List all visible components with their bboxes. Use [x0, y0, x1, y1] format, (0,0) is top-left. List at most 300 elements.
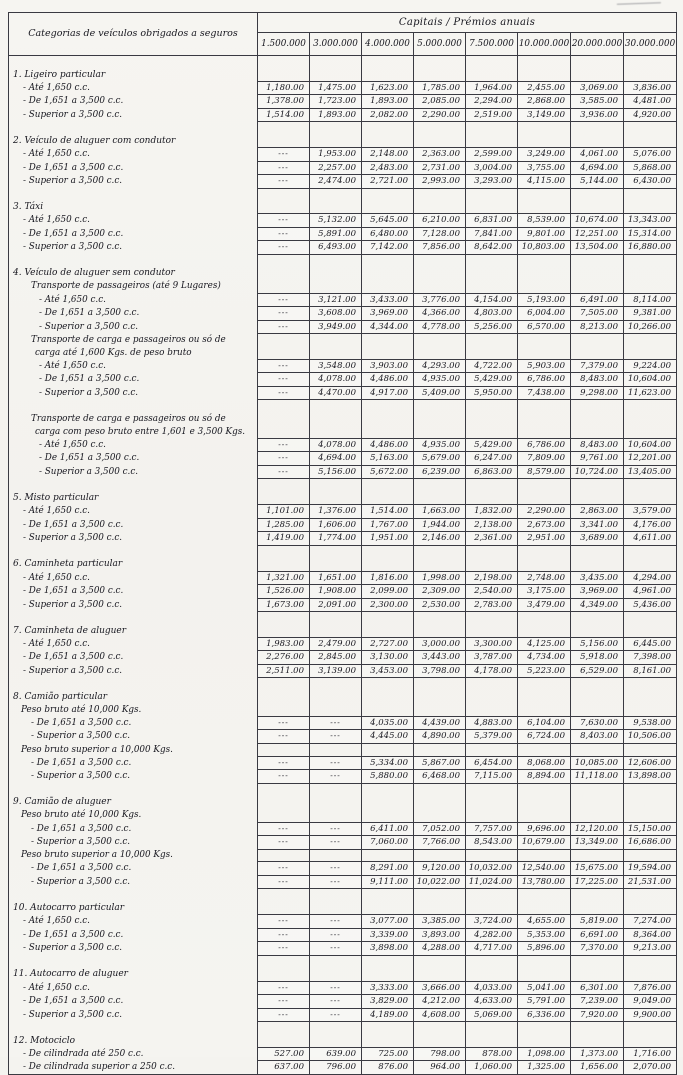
empty-cell — [310, 56, 362, 69]
empty-cell — [518, 955, 571, 968]
value-cell: 5,076.00 — [624, 148, 677, 162]
value-cell: 4,078.00 — [310, 373, 362, 387]
column-group-title: Capitais / Prémios anuais — [258, 13, 677, 33]
empty-cell — [362, 201, 414, 214]
empty-cell — [624, 188, 677, 201]
value-cell: 10,604.00 — [624, 373, 677, 387]
empty-cell — [466, 955, 518, 968]
empty-cell — [258, 889, 310, 902]
table-row — [9, 875, 677, 889]
empty-cell — [258, 691, 310, 704]
section-heading-row — [9, 492, 677, 505]
value-cell: 3,435.00 — [571, 571, 624, 585]
empty-cell — [466, 902, 518, 915]
empty-cell — [362, 492, 414, 505]
category-label: 7. Caminheta de aluguer — [9, 624, 258, 637]
empty-cell — [310, 849, 362, 862]
spacer-label — [9, 955, 258, 968]
value-cell-empty: --- — [258, 836, 310, 850]
empty-cell — [624, 545, 677, 558]
empty-cell — [518, 849, 571, 862]
empty-cell — [571, 545, 624, 558]
subheading-row — [9, 280, 677, 293]
row-label: - De 1,651 a 3,500 c.c. — [9, 227, 258, 241]
value-cell: 3,585.00 — [571, 95, 624, 109]
column-header-capital-2: 3.000.000 — [310, 33, 362, 56]
empty-cell — [466, 783, 518, 796]
empty-cell — [466, 426, 518, 439]
empty-cell — [518, 254, 571, 267]
value-cell: 8,543.00 — [466, 836, 518, 850]
value-cell: 10,724.00 — [571, 465, 624, 479]
empty-cell — [571, 558, 624, 571]
value-cell: 8,579.00 — [518, 465, 571, 479]
value-cell-empty: --- — [258, 1008, 310, 1022]
value-cell: 6,493.00 — [310, 241, 362, 255]
category-label: 4. Veículo de aluguer sem condutor — [9, 267, 258, 280]
value-cell: 4,033.00 — [466, 981, 518, 995]
empty-cell — [310, 558, 362, 571]
empty-cell — [518, 1022, 571, 1035]
empty-cell — [310, 704, 362, 717]
value-cell: 12,201.00 — [624, 452, 677, 466]
column-header-capital-6: 10.000.000 — [518, 33, 571, 56]
table-row — [9, 175, 677, 189]
value-cell: 10,803.00 — [518, 241, 571, 255]
value-cell: 9,900.00 — [624, 1008, 677, 1022]
value-cell: 2,290.00 — [414, 108, 466, 122]
value-cell: 3,969.00 — [362, 307, 414, 321]
table-row — [9, 770, 677, 784]
value-cell-empty: --- — [310, 770, 362, 784]
empty-cell — [624, 280, 677, 293]
value-cell: 10,674.00 — [571, 214, 624, 228]
value-cell: 16,880.00 — [624, 241, 677, 255]
value-cell: 3,443.00 — [414, 651, 466, 665]
empty-cell — [624, 334, 677, 347]
value-cell: 6,863.00 — [466, 465, 518, 479]
empty-cell — [310, 201, 362, 214]
value-cell-empty: --- — [258, 373, 310, 387]
empty-cell — [414, 849, 466, 862]
table-row — [9, 981, 677, 995]
empty-cell — [310, 889, 362, 902]
empty-cell — [310, 426, 362, 439]
empty-cell — [310, 612, 362, 625]
value-cell: 6,301.00 — [571, 981, 624, 995]
value-cell: 7,809.00 — [518, 452, 571, 466]
spacer-row — [9, 479, 677, 492]
empty-cell — [624, 704, 677, 717]
value-cell: 7,115.00 — [466, 770, 518, 784]
value-cell: 4,154.00 — [466, 293, 518, 307]
value-cell-empty: --- — [310, 730, 362, 744]
empty-cell — [624, 479, 677, 492]
table-row — [9, 293, 677, 307]
empty-cell — [362, 267, 414, 280]
value-cell: 2,868.00 — [518, 95, 571, 109]
table-row — [9, 664, 677, 678]
empty-cell — [571, 704, 624, 717]
empty-cell — [258, 612, 310, 625]
table-row — [9, 1047, 677, 1061]
empty-cell — [362, 968, 414, 981]
value-cell: 5,791.00 — [518, 995, 571, 1009]
empty-cell — [362, 135, 414, 148]
value-cell: 3,000.00 — [414, 637, 466, 651]
empty-cell — [518, 678, 571, 691]
value-cell: 4,115.00 — [518, 175, 571, 189]
empty-cell — [310, 135, 362, 148]
empty-cell — [624, 889, 677, 902]
category-label: Transporte de passageiros (até 9 Lugares) — [9, 280, 258, 293]
empty-cell — [258, 624, 310, 637]
value-cell: 10,032.00 — [466, 862, 518, 876]
value-cell: 4,481.00 — [624, 95, 677, 109]
empty-cell — [310, 280, 362, 293]
empty-cell — [624, 201, 677, 214]
value-cell-empty: --- — [310, 995, 362, 1009]
value-cell: 2,138.00 — [466, 518, 518, 532]
value-cell: 2,300.00 — [362, 598, 414, 612]
value-cell: 4,633.00 — [466, 995, 518, 1009]
empty-cell — [571, 492, 624, 505]
value-cell: 4,439.00 — [414, 716, 466, 730]
empty-cell — [258, 1022, 310, 1035]
empty-cell — [310, 479, 362, 492]
value-cell: 2,363.00 — [414, 148, 466, 162]
empty-cell — [258, 1034, 310, 1047]
table-row — [9, 862, 677, 876]
row-label: - Superior a 3,500 c.c. — [9, 465, 258, 479]
value-cell: 7,766.00 — [414, 836, 466, 850]
value-cell: 2,863.00 — [571, 505, 624, 519]
value-cell: 3,069.00 — [571, 81, 624, 95]
empty-cell — [258, 743, 310, 756]
value-cell: 5,891.00 — [310, 227, 362, 241]
empty-cell — [518, 968, 571, 981]
empty-cell — [466, 122, 518, 135]
empty-cell — [466, 1022, 518, 1035]
empty-cell — [466, 889, 518, 902]
value-cell: 11,118.00 — [571, 770, 624, 784]
value-cell: 3,333.00 — [362, 981, 414, 995]
empty-cell — [414, 479, 466, 492]
spacer-row — [9, 400, 677, 413]
value-cell: 4,178.00 — [466, 664, 518, 678]
empty-cell — [362, 413, 414, 426]
value-cell: 725.00 — [362, 1047, 414, 1061]
table-row — [9, 942, 677, 956]
value-cell-empty: --- — [258, 875, 310, 889]
row-label: - Até 1,650 c.c. — [9, 915, 258, 929]
value-cell: 2,257.00 — [310, 161, 362, 175]
empty-cell — [571, 783, 624, 796]
value-cell: 5,819.00 — [571, 915, 624, 929]
table-row — [9, 915, 677, 929]
empty-cell — [624, 135, 677, 148]
column-header-capital-3: 4.000.000 — [362, 33, 414, 56]
value-cell-empty: --- — [258, 942, 310, 956]
value-cell: 6,454.00 — [466, 756, 518, 770]
value-cell: 2,530.00 — [414, 598, 466, 612]
value-cell: 2,599.00 — [466, 148, 518, 162]
value-cell: 1,951.00 — [362, 532, 414, 546]
value-cell: 5,429.00 — [466, 438, 518, 452]
empty-cell — [624, 56, 677, 69]
value-cell: 6,239.00 — [414, 465, 466, 479]
value-cell: 2,290.00 — [518, 505, 571, 519]
empty-cell — [362, 678, 414, 691]
value-cell: 4,803.00 — [466, 307, 518, 321]
category-label: carga com peso bruto entre 1,601 e 3,500 Kgs. — [9, 426, 258, 439]
table-row — [9, 465, 677, 479]
value-cell: 10,679.00 — [518, 836, 571, 850]
value-cell: 5,950.00 — [466, 386, 518, 400]
vehicle-premium-table — [8, 12, 677, 1075]
row-label: - Superior a 3,500 c.c. — [9, 386, 258, 400]
empty-cell — [258, 479, 310, 492]
value-cell: 8,291.00 — [362, 862, 414, 876]
empty-cell — [258, 267, 310, 280]
category-label: Peso bruto até 10,000 Kgs. — [9, 704, 258, 717]
empty-cell — [518, 122, 571, 135]
category-label: 12. Motociclo — [9, 1034, 258, 1047]
value-cell: 3,385.00 — [414, 915, 466, 929]
value-cell: 3,898.00 — [362, 942, 414, 956]
value-cell: 5,429.00 — [466, 373, 518, 387]
empty-cell — [518, 479, 571, 492]
value-cell: 6,529.00 — [571, 664, 624, 678]
value-cell: 2,070.00 — [624, 1061, 677, 1075]
empty-cell — [310, 1022, 362, 1035]
table-row — [9, 505, 677, 519]
value-cell: 9,224.00 — [624, 359, 677, 373]
value-cell-empty: --- — [258, 161, 310, 175]
value-cell-empty: --- — [258, 307, 310, 321]
table-row — [9, 651, 677, 665]
subheading-row — [9, 426, 677, 439]
empty-cell — [518, 492, 571, 505]
category-label: 10. Autocarro particular — [9, 902, 258, 915]
empty-cell — [571, 889, 624, 902]
row-label: - Superior a 3,500 c.c. — [9, 664, 258, 678]
value-cell: 1,419.00 — [258, 532, 310, 546]
category-label: 2. Veículo de aluguer com condutor — [9, 135, 258, 148]
empty-cell — [310, 492, 362, 505]
table-row — [9, 438, 677, 452]
spacer-row — [9, 783, 677, 796]
value-cell: 5,069.00 — [466, 1008, 518, 1022]
value-cell: 5,868.00 — [624, 161, 677, 175]
value-cell: 3,829.00 — [362, 995, 414, 1009]
spacer-row — [9, 1022, 677, 1035]
row-label: - Superior a 3,500 c.c. — [9, 532, 258, 546]
empty-cell — [258, 346, 310, 359]
empty-cell — [310, 68, 362, 81]
value-cell: 3,787.00 — [466, 651, 518, 665]
value-cell: 13,504.00 — [571, 241, 624, 255]
value-cell: 3,666.00 — [414, 981, 466, 995]
category-label: carga até 1,600 Kgs. de peso bruto — [9, 346, 258, 359]
empty-cell — [466, 704, 518, 717]
empty-cell — [624, 809, 677, 822]
value-cell: 4,611.00 — [624, 532, 677, 546]
empty-cell — [310, 783, 362, 796]
value-cell: 4,883.00 — [466, 716, 518, 730]
value-cell: 2,748.00 — [518, 571, 571, 585]
spacer-label — [9, 400, 258, 413]
value-cell: 2,783.00 — [466, 598, 518, 612]
value-cell: 5,867.00 — [414, 756, 466, 770]
value-cell: 3,608.00 — [310, 307, 362, 321]
value-cell: 13,780.00 — [518, 875, 571, 889]
row-label: - De 1,651 a 3,500 c.c. — [9, 161, 258, 175]
empty-cell — [362, 624, 414, 637]
category-label: Peso bruto superior a 10,000 Kgs. — [9, 849, 258, 862]
value-cell: 1,514.00 — [258, 108, 310, 122]
table-row — [9, 928, 677, 942]
value-cell: 4,694.00 — [310, 452, 362, 466]
empty-cell — [571, 612, 624, 625]
value-cell: 2,474.00 — [310, 175, 362, 189]
empty-cell — [310, 400, 362, 413]
value-cell: 4,920.00 — [624, 108, 677, 122]
value-cell: 3,077.00 — [362, 915, 414, 929]
value-cell: 1,723.00 — [310, 95, 362, 109]
empty-cell — [624, 678, 677, 691]
section-heading-row — [9, 558, 677, 571]
value-cell: 11,024.00 — [466, 875, 518, 889]
subheading-row — [9, 849, 677, 862]
value-cell: 2,294.00 — [466, 95, 518, 109]
table-row — [9, 730, 677, 744]
value-cell: 16,686.00 — [624, 836, 677, 850]
empty-cell — [518, 56, 571, 69]
value-cell: 5,918.00 — [571, 651, 624, 665]
value-cell: 4,890.00 — [414, 730, 466, 744]
row-label: - De 1,651 a 3,500 c.c. — [9, 373, 258, 387]
row-label: - De 1,651 a 3,500 c.c. — [9, 651, 258, 665]
value-cell: 9,049.00 — [624, 995, 677, 1009]
row-label: - Superior a 3,500 c.c. — [9, 108, 258, 122]
value-cell: 4,293.00 — [414, 359, 466, 373]
empty-cell — [571, 955, 624, 968]
empty-cell — [571, 201, 624, 214]
value-cell: 1,944.00 — [414, 518, 466, 532]
value-cell: 5,193.00 — [518, 293, 571, 307]
section-heading-row — [9, 267, 677, 280]
empty-cell — [466, 413, 518, 426]
table-row — [9, 518, 677, 532]
empty-cell — [414, 545, 466, 558]
value-cell: 2,951.00 — [518, 532, 571, 546]
section-heading-row — [9, 135, 677, 148]
empty-cell — [414, 1022, 466, 1035]
value-cell: 4,486.00 — [362, 438, 414, 452]
empty-cell — [362, 254, 414, 267]
empty-cell — [362, 889, 414, 902]
value-cell: 6,430.00 — [624, 175, 677, 189]
empty-cell — [466, 334, 518, 347]
value-cell: 4,778.00 — [414, 320, 466, 334]
empty-cell — [624, 691, 677, 704]
value-cell: 637.00 — [258, 1061, 310, 1075]
empty-cell — [571, 796, 624, 809]
value-cell: 2,091.00 — [310, 598, 362, 612]
empty-cell — [518, 400, 571, 413]
value-cell: 5,144.00 — [571, 175, 624, 189]
value-cell: 2,309.00 — [414, 585, 466, 599]
empty-cell — [518, 1034, 571, 1047]
value-cell: 7,060.00 — [362, 836, 414, 850]
empty-cell — [414, 413, 466, 426]
value-cell-empty: --- — [258, 770, 310, 784]
value-cell: 4,470.00 — [310, 386, 362, 400]
value-cell: 527.00 — [258, 1047, 310, 1061]
value-cell: 1,321.00 — [258, 571, 310, 585]
row-label: - Até 1,650 c.c. — [9, 293, 258, 307]
value-cell: 3,836.00 — [624, 81, 677, 95]
empty-cell — [414, 188, 466, 201]
value-cell: 2,455.00 — [518, 81, 571, 95]
value-cell: 4,935.00 — [414, 438, 466, 452]
value-cell: 4,294.00 — [624, 571, 677, 585]
empty-cell — [362, 346, 414, 359]
row-label: - De 1,651 a 3,500 c.c. — [9, 928, 258, 942]
value-cell: 4,935.00 — [414, 373, 466, 387]
empty-cell — [624, 426, 677, 439]
empty-cell — [518, 346, 571, 359]
value-cell-empty: --- — [310, 875, 362, 889]
row-label: - De 1,651 a 3,500 c.c. — [9, 307, 258, 321]
value-cell: 3,903.00 — [362, 359, 414, 373]
empty-cell — [518, 545, 571, 558]
value-cell: 6,004.00 — [518, 307, 571, 321]
table-row — [9, 532, 677, 546]
empty-cell — [310, 809, 362, 822]
section-heading-row — [9, 201, 677, 214]
value-cell-empty: --- — [258, 241, 310, 255]
value-cell-empty: --- — [258, 928, 310, 942]
empty-cell — [414, 201, 466, 214]
category-label: Peso bruto superior a 10,000 Kgs. — [9, 743, 258, 756]
empty-cell — [466, 545, 518, 558]
value-cell: 9,381.00 — [624, 307, 677, 321]
spacer-label — [9, 1022, 258, 1035]
value-cell: 5,156.00 — [571, 637, 624, 651]
empty-cell — [571, 346, 624, 359]
row-label: - Superior a 3,500 c.c. — [9, 875, 258, 889]
value-cell: 1,953.00 — [310, 148, 362, 162]
empty-cell — [624, 492, 677, 505]
value-cell: 7,630.00 — [571, 716, 624, 730]
empty-cell — [362, 849, 414, 862]
row-label: - De 1,651 a 3,500 c.c. — [9, 95, 258, 109]
section-heading-row — [9, 1034, 677, 1047]
value-cell: 7,379.00 — [571, 359, 624, 373]
spacer-row — [9, 678, 677, 691]
value-cell: 4,717.00 — [466, 942, 518, 956]
value-cell: 7,274.00 — [624, 915, 677, 929]
empty-cell — [362, 122, 414, 135]
value-cell: 3,755.00 — [518, 161, 571, 175]
row-label: - De 1,651 a 3,500 c.c. — [9, 585, 258, 599]
value-cell: 6,480.00 — [362, 227, 414, 241]
value-cell: 10,022.00 — [414, 875, 466, 889]
spacer-label — [9, 122, 258, 135]
value-cell: 4,961.00 — [624, 585, 677, 599]
